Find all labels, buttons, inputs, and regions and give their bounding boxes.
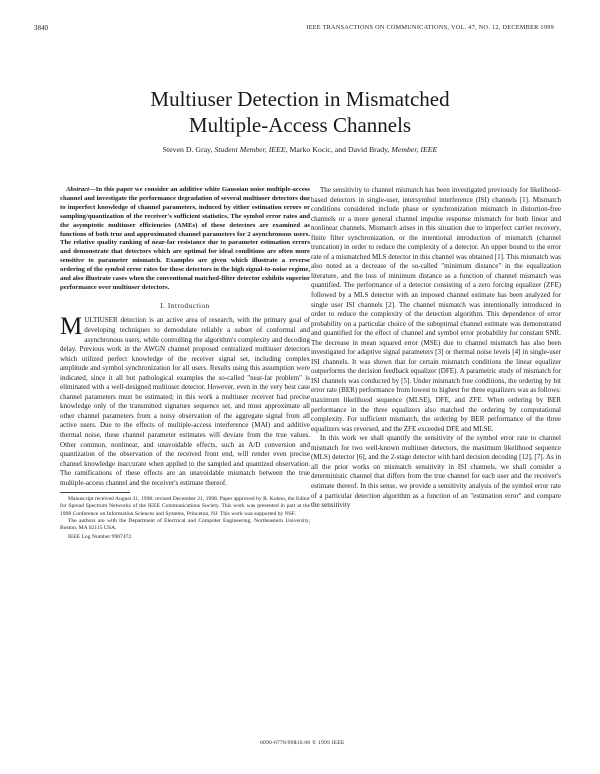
intro-paragraph: [60, 313, 310, 488]
intro-lead-word: ULTIUSER: [84, 316, 118, 325]
left-column: [60, 186, 310, 541]
author-1: Steven D. Gray,: [162, 145, 213, 154]
right-paragraph-1: The sensitivity to channel mismatch has been investigated previously for likelihood-based detectors in single-user, intersymbol interference (ISI) channels [1]. Mismatch conditions considered include phase or synchronization mismatch in distortion-free channels or a more general channel impulse response mismatch for both linear and nonlinear channels. Mismatch arises in this situation due to imperfect carrier recovery, finite filter synchronization, or the intentional introduction of mismatch (channel truncation) in order to reduce the complexity of a detector. An upper bound to the error rate of a mismatched MLS detector in this channel was obtained [1]. This mismatch was also noted as a decrease of the so-called "minimum distance" in the equalization literature, and the loss of minimum distance as a function of channel mismatch was quantified. The performance of a detector consisting of a zero forcing equalizer (ZFE) followed by a MLS detector with an imposed channel estimate has been analyzed for single user ISI channels [2]. The channel mismatch was intentionally introduced in order to reduce the complexity of the detection algorithm. This dependence of error probability on a particular choice of the suboptimal channel estimate was demonstrated and quantified for the effect of channel and symbol error probability for constant SNR. The decrease in mean squared error (MSE) due to channel mismatch has also been investigated for adaptive signal parameters [3] or thermal noise levels [4] in single-user ISI channels. It was shown that for certain mismatch conditions the linear equalizer outperforms the decision feedback equalizer (DFE). A parametric study of mismatch for ISI channels was conducted by [5]. Under mismatch free conditions, the ordering by bit error rate (BER) performance from lowest to highest for three equalizers was as follows: maximum likelihood sequence (MLSE), DFE, and ZFE. When ordering by BER performance in the three equalizers also matched the ordering by computational complexity. For sufficient mismatch, the ordering by BER performance of the three equalizers was reversed, and the ZFE exceeded DFE and MLSE.: [311, 186, 561, 433]
ieee-log-number: IEEE Log Number 9907472.: [68, 534, 133, 541]
intro-paragraph-text: detection is an active area of research, with the primary goal of developing techniques to demodulate reliably a subset of conformal and asynchronous users, while controlling the algorithm's complexity and decoding delay. Previous work in the AWGN channel proposed centralized multiuser detectors which utilized perfect knowledge of the receiver signal set, including complex amplitude and symbol synchronization for all users. Results using this assumption were indicated, since it all but pathological examples the so-called "near-far problem" is eliminated with a well-designed multiuser detector. However, even in the very best case channel parameters must be estimated; in this work a multiuser receiver had precise knowledge only of the transmitted signature sequence set, and must approximate all other channel parameters from a noisy observation of the aggregate signal from all active users. Due to the effects of multiple-access interference (MAI) and additive thermal noise, these channel parameter estimates will deviate from the true values. Other common, nonlinear, and unavoidable effects, such as A/D conversion and quantization of the observation of the received front end, will render even precise channel knowledge inaccurate when applied to the sampled and quantized observation. The ramifications of these effects are an unavoidable mismatch between the true multiple-access channel and the receiver's estimate thereof.: [60, 316, 310, 487]
author-2-role: Member, IEEE: [391, 145, 438, 154]
running-header: IEEE TRANSACTIONS ON COMMUNICATIONS, VOL. 47, NO. 12, DECEMBER 1999: [306, 24, 554, 31]
section-heading-introduction: I. Introduction: [160, 301, 210, 310]
page-number: 3840: [34, 24, 48, 32]
footnote-affiliation: The authors are with the Department of Electrical and Computer Engineering, Northeastern University, Boston, MA 02115 USA.: [60, 517, 310, 532]
right-column: [311, 186, 561, 511]
abstract-text: In this paper we consider an additive white Gaussian noise multiple-access channel and investigate the performance degradation of several multiuser detectors due to imperfect knowledge of channel parameters, induced by either estimation errors or sampling/quantization of the receiver's sufficient statistics. The symbol error rates and the asymptotic multiuser efficiencies (AMEs) of these detectors are examined as functions of both true and approximated channel parameters for 2 asynchronous users. The relative quality ranking of near-far resistance due to parameter estimation errors and demonstrate that detectors which are optimal for ideal conditions are often more sensitive to parameter mismatch. Examples are given which illustrate a reverse ordering of the symbol error rates for these detectors in the high signal-to-noise regime, and also illustrate cases when the conventional matched-filter detector exhibits superior performance over multiuser detectors.: [60, 186, 310, 291]
author-2: Marko Kocic, and David Brady,: [289, 145, 390, 154]
footnote-manuscript: Manuscript received August 31, 1998; revised December 21, 1998. Paper approved by R. Kohno, the Editor for Spread Spectrum Networks of the IEEE Communications Society. This work was presented in part at the 1998 Conference on Information Sciences and Systems, Princeton, NJ. This work was supported by NSF.: [60, 496, 310, 517]
author-line: [70, 145, 530, 154]
footnote-rule: [60, 492, 130, 493]
right-paragraph-2: In this work we shall quantify the sensitivity of the symbol error rate to channel mismatch for two well-known multiuser detectors, the maximum likelihood sequence (MLS) detector [6], and the 2-stage detector with hard decision decoding [12], [7]. As in all the prior works on mismatch sensitivity in ISI channels, we shall consider a deterministic channel that differs from the true channel for each user and the receiver's estimate thereof. In this sense, we provide a sensitivity analysis of the symbol error rate of a particular detection algorithm as a function of an "estimation error" and compare the sensitivity: [311, 434, 561, 510]
paper-title: [110, 86, 490, 138]
abstract: [60, 186, 310, 293]
abstract-label: Abstract—: [66, 186, 96, 193]
title-line-1: Multiuser Detection in Mismatched: [150, 87, 450, 111]
drop-cap: M: [60, 313, 83, 341]
author-1-role: Student Member, IEEE,: [214, 145, 288, 154]
title-line-2: Multiple-Access Channels: [188, 113, 412, 137]
copyright-footer: 0090-6778/99$10.00 © 1999 IEEE: [260, 740, 345, 746]
